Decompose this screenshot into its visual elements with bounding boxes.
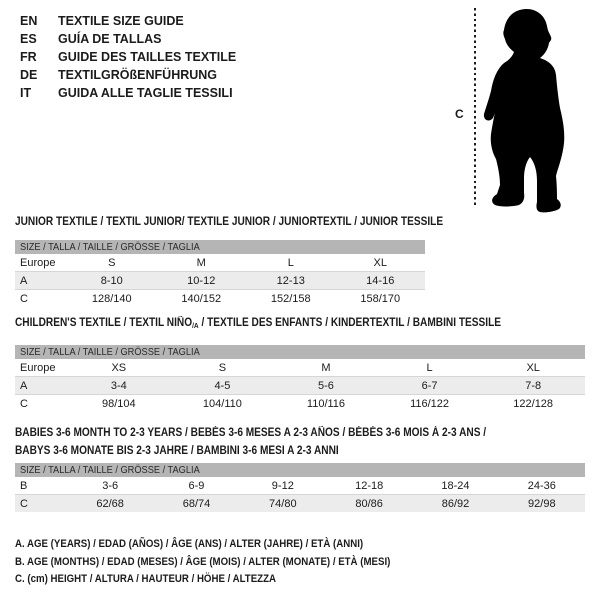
table-row-height	[15, 494, 585, 512]
size-cell: M	[196, 256, 206, 269]
language-title: GUIDA ALLE TAGLIE TESSILI	[58, 86, 233, 100]
table-row-age	[15, 271, 425, 289]
size-cell: 110/116	[306, 397, 346, 410]
row-label: C	[20, 292, 28, 305]
table-row-age	[15, 376, 585, 394]
size-cell: 14-16	[366, 274, 395, 287]
size-cell: 62/68	[96, 497, 124, 510]
size-cell: 9-12	[271, 479, 294, 492]
children-title-suffix: / TEXTILE DES ENFANTS / KINDERTEXTIL / BAMBINI TESSILE	[198, 317, 502, 329]
size-cell: XL	[526, 361, 540, 374]
size-cell: 104/110	[202, 397, 242, 410]
size-cell: 6-7	[421, 379, 438, 392]
children-section-title	[15, 317, 501, 330]
junior-section-title: JUNIOR TEXTILE / TEXTIL JUNIOR/ TEXTILE JUNIOR / JUNIORTEXTIL / JUNIOR TESSILE	[15, 216, 444, 228]
footnote-a: A. AGE (YEARS) / EDAD (AÑOS) / ÂGE (ANS) / ALTER (JAHRE) / ETÀ (ANNI)	[15, 538, 364, 550]
size-cell: 8-10	[100, 274, 123, 287]
row-label: A	[20, 274, 28, 287]
size-cell: 74/80	[269, 497, 297, 510]
size-cell: 12-13	[276, 274, 305, 287]
size-cell: 122/128	[513, 397, 554, 410]
height-measure-label: C	[455, 107, 464, 121]
language-row-it	[20, 84, 236, 102]
language-title: TEXTILGRÖßENFÜHRUNG	[58, 68, 218, 82]
size-header-bar	[15, 345, 585, 359]
size-cell: XS	[111, 361, 127, 374]
table-row-height	[15, 394, 585, 412]
language-title: TEXTILE SIZE GUIDE	[58, 14, 184, 28]
row-label: C	[20, 397, 28, 410]
children-size-table	[15, 345, 585, 412]
language-code: DE	[20, 68, 38, 82]
babies-size-table	[15, 463, 585, 512]
language-code: FR	[20, 50, 37, 64]
babies-title-line2: BABYS 3-6 MONATE BIS 2-3 JAHRE / BAMBINI 3-6 MESI A 2-3 ANNI	[15, 445, 339, 457]
language-title: GUIDE DES TAILLES TEXTILE	[58, 50, 237, 64]
size-cell: 80/86	[355, 497, 383, 510]
children-title-prefix: CHILDREN'S TEXTILE / TEXTIL NIÑO	[15, 317, 193, 329]
size-cell: 128/140	[91, 292, 132, 305]
junior-size-table	[15, 240, 425, 307]
size-header-label: SIZE / TALLA / TAILLE / GRÖSSE / TAGLIA	[20, 464, 200, 476]
toddler-silhouette-icon	[470, 0, 600, 215]
footnotes-block	[15, 538, 442, 591]
row-label: C	[20, 497, 28, 510]
language-code: EN	[20, 14, 38, 28]
language-row-en	[20, 12, 236, 30]
language-row-fr	[20, 48, 236, 66]
language-row-es	[20, 30, 236, 48]
children-title-subscript: /A	[192, 321, 199, 330]
babies-title-line1: BABIES 3-6 MONTH TO 2-3 YEARS / BEBÉS 3-6 MESES A 2-3 AÑOS / BÉBÉS 3-6 MOIS À 2-3 ANS /	[15, 427, 487, 439]
language-code: ES	[20, 32, 37, 46]
size-cell: 86/92	[441, 497, 470, 510]
table-row-height	[15, 289, 425, 307]
size-header-label: SIZE / TALLA / TAILLE / GRÖSSE / TAGLIA	[20, 241, 200, 253]
language-title: GUÍA DE TALLAS	[58, 32, 162, 46]
size-cell: 12-18	[355, 479, 384, 492]
table-row-europe	[15, 359, 585, 376]
size-cell: 5-6	[318, 379, 334, 392]
row-label: Europe	[20, 361, 56, 374]
size-header-bar	[15, 463, 585, 477]
footnote-c: C. (cm) HEIGHT / ALTURA / HAUTEUR / HÖHE / ALTEZZA	[15, 573, 277, 585]
size-cell: L	[287, 256, 294, 269]
language-title-block	[20, 12, 236, 102]
size-cell: 140/152	[181, 292, 222, 305]
size-cell: 6-9	[188, 479, 205, 492]
size-cell: 3-4	[110, 379, 127, 392]
size-cell: 152/158	[270, 292, 311, 305]
size-cell: 24-36	[527, 479, 556, 492]
footnote-b: B. AGE (MONTHS) / EDAD (MESES) / ÂGE (MOIS) / ALTER (MONATE) / ETÀ (MESI)	[15, 555, 391, 568]
row-label: A	[20, 379, 28, 392]
row-label: B	[20, 479, 28, 492]
size-cell: L	[426, 361, 433, 374]
size-cell: M	[321, 361, 331, 374]
babies-section-title	[15, 424, 550, 460]
row-label: Europe	[20, 256, 56, 269]
size-cell: 18-24	[441, 479, 470, 492]
size-cell: 10-12	[187, 274, 216, 287]
size-cell: S	[108, 256, 116, 269]
size-cell: S	[218, 361, 227, 374]
size-cell: 68/74	[182, 497, 211, 510]
language-code: IT	[20, 86, 32, 100]
size-cell: 158/170	[360, 292, 401, 305]
language-row-de	[20, 66, 236, 84]
size-cell: 116/122	[410, 397, 450, 410]
size-header-label: SIZE / TALLA / TAILLE / GRÖSSE / TAGLIA	[20, 346, 200, 358]
size-cell: 7-8	[525, 379, 542, 392]
size-cell: 98/104	[101, 397, 136, 410]
size-cell: 3-6	[102, 479, 119, 492]
size-cell: 4-5	[214, 379, 231, 392]
table-row-months	[15, 477, 585, 494]
table-row-europe	[15, 254, 425, 271]
size-cell: 92/98	[528, 497, 556, 510]
size-header-bar	[15, 240, 425, 254]
size-cell: XL	[373, 256, 387, 269]
